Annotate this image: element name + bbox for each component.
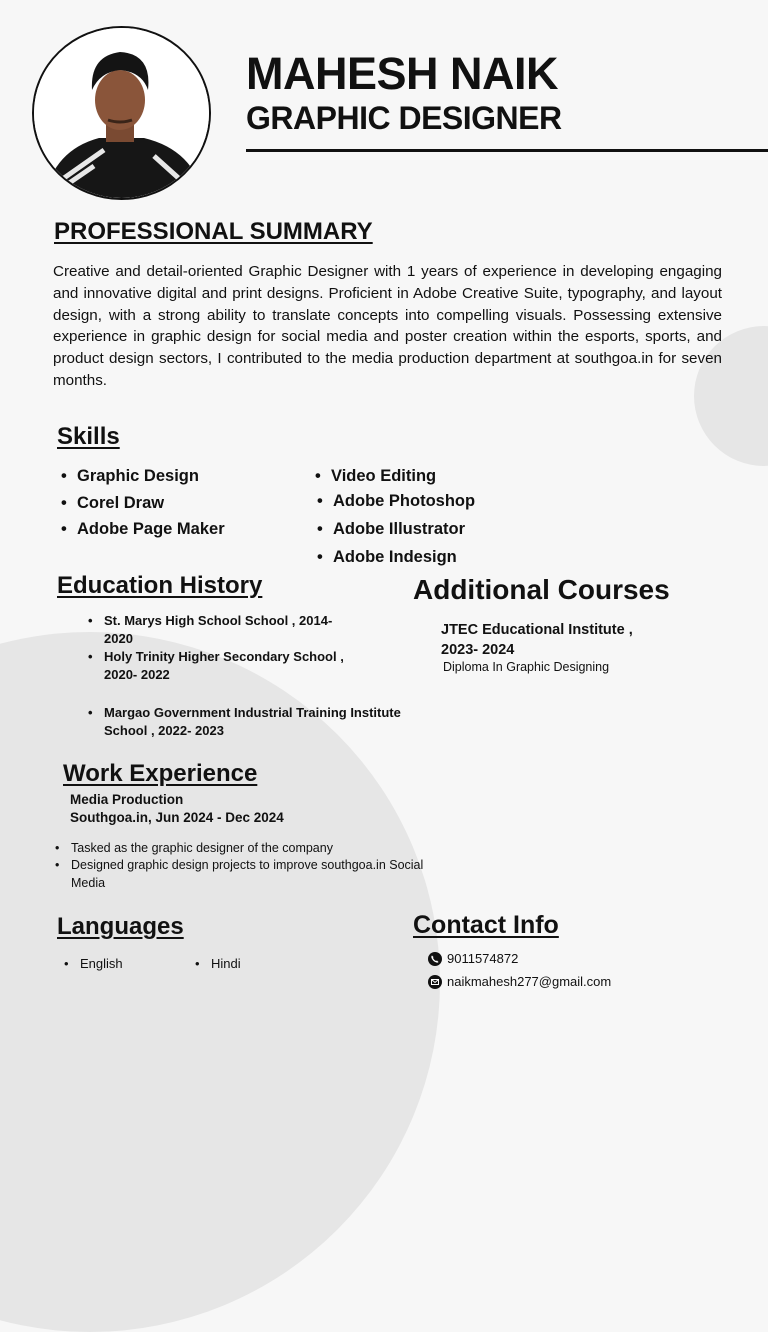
- summary-text: Creative and detail-oriented Graphic Designer with 1 years of experience in developing engaging and innovative digital and print designs. Proficient in Adobe Creative Suite, typography, and layout design, with a strong ability to translate concepts into compelling visuals. Possessing extensive experience in graphic design for social media and poster creation within the esports, sports, and product design sectors, I contributed to the media production department at southgoa.in for seven months.: [53, 263, 722, 389]
- email-icon: [428, 975, 442, 989]
- education-item: • Margao Government Industrial Training Institute School , 2022- 2023: [104, 704, 434, 740]
- education-heading: Education History: [57, 572, 263, 599]
- skill-item: • Adobe Indesign: [333, 548, 457, 567]
- email-address: naikmahesh277@gmail.com: [447, 974, 612, 989]
- skill-item: • Adobe Photoshop: [333, 492, 475, 511]
- skills-heading: Skills: [57, 423, 120, 450]
- course-detail: Diploma In Graphic Designing: [443, 660, 610, 674]
- header-divider: [246, 149, 768, 152]
- skill-item: • Corel Draw: [77, 494, 164, 513]
- skill-item: • Adobe Page Maker: [77, 520, 225, 539]
- course-institute: JTEC Educational Institute , 2023- 2024: [441, 622, 633, 658]
- work-heading: Work Experience: [63, 760, 258, 787]
- work-duty-item: • Tasked as the graphic designer of the company: [71, 840, 431, 858]
- skill-item: • Graphic Design: [77, 467, 199, 486]
- languages-heading: Languages: [57, 913, 184, 940]
- job-title: GRAPHIC DESIGNER: [246, 100, 562, 136]
- phone-icon: [428, 952, 442, 966]
- contact-email: [428, 974, 611, 989]
- profile-photo: [32, 26, 211, 200]
- skill-item: • Video Editing: [331, 467, 436, 486]
- summary-heading: PROFESSIONAL SUMMARY: [54, 218, 373, 245]
- education-item: • Holy Trinity Higher Secondary School , 2020- 2022: [104, 648, 366, 684]
- education-item: • St. Marys High School School , 2014- 2020: [104, 612, 354, 648]
- phone-number: 9011574872: [447, 951, 519, 966]
- contact-phone: [428, 951, 518, 966]
- language-item: • Hindi: [211, 956, 241, 971]
- name-heading: MAHESH NAIK: [246, 48, 559, 99]
- work-role: Media Production: [70, 792, 184, 807]
- work-duty-item: • Designed graphic design projects to improve southgoa.in Social Media: [71, 857, 431, 892]
- contact-heading: Contact Info: [413, 911, 559, 939]
- language-item: • English: [80, 956, 123, 971]
- skill-item: • Adobe Illustrator: [333, 520, 465, 539]
- courses-heading: Additional Courses: [413, 574, 670, 605]
- work-company: Southgoa.in, Jun 2024 - Dec 2024: [70, 810, 284, 825]
